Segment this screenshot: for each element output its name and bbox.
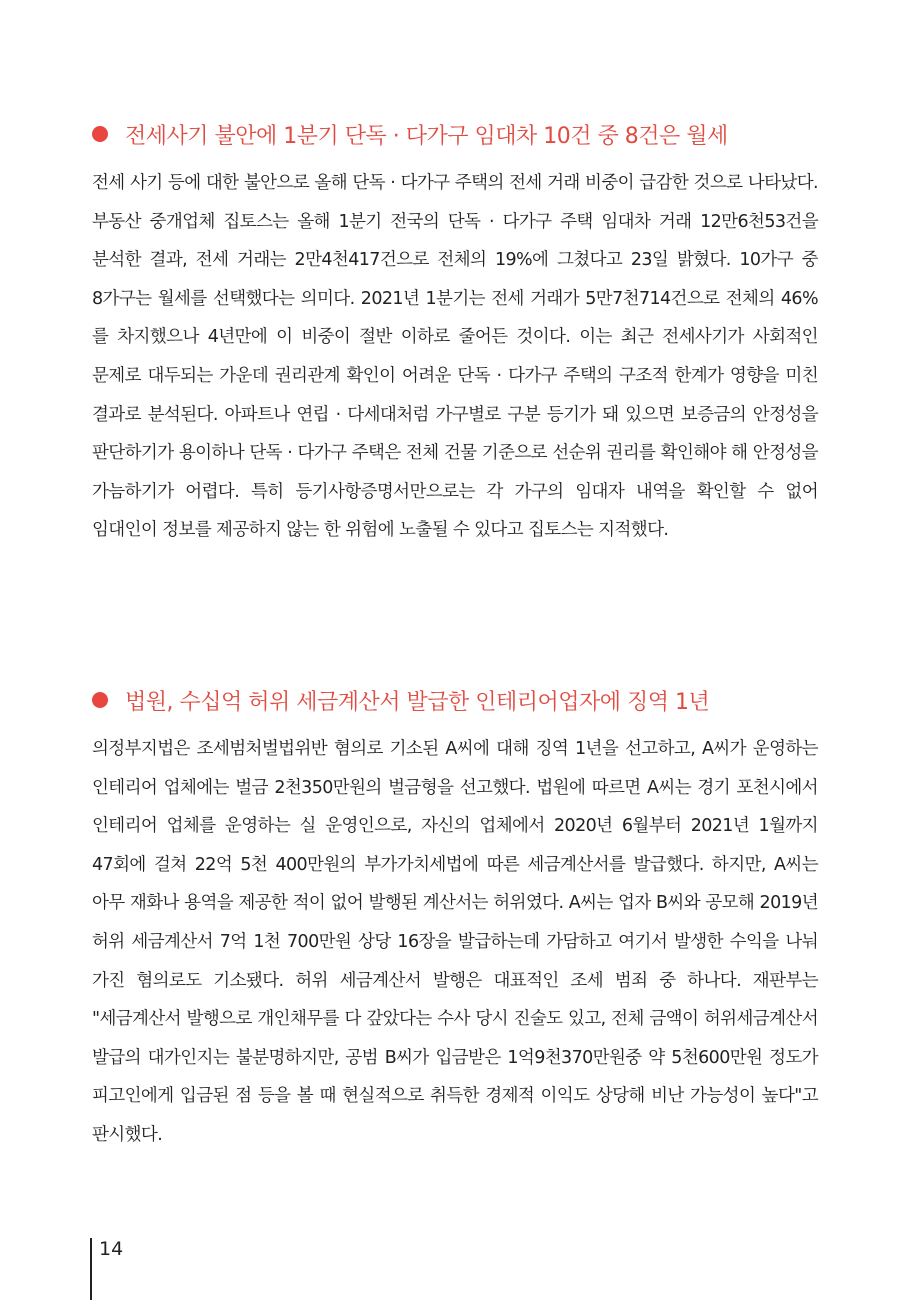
- news-section-2: [92, 680, 818, 1155]
- page-number-divider: [90, 1238, 92, 1300]
- page-number: 14: [99, 1238, 124, 1260]
- section-heading: [92, 680, 818, 720]
- section-body: 의정부지법은 조세범처벌법위반 혐의로 기소된 A씨에 대해 징역 1년을 선고하고, A씨가 운영하는 인테리어 업체에는 벌금 2천350만원의 벌금형을 선고했다. 법원에 따르면 A씨는 경기 포천시에서 인테리어 업체를 운영하는 실 운영인으로, 자신의 업체에서 2020년 6월부터 2021년 1월까지 47회에 걸쳐 22억 5천 400만원의 부가가치세법에 따른 세금계산서를 발급했다. 하지만, A씨는 아무 재화나 용역을 제공한 적이 없어 발행된 계산서는 허위였다. A씨는 업자 B씨와 공모해 2019년 허위 세금계산서 7억 1천 700만원 상당 16장을 발급하는데 가담하고 여기서 발생한 수익을 나눠 가진 혐의로도 기소됐다. 허위 세금계산서 발행은 대표적인 조세 범죄 중 하나다. 재판부는 "세금계산서 발행으로 개인채무를 다 갚았다는 수사 당시 진술도 있고, 전체 금액이 허위세금계산서 발급의 대가인지는 불분명하지만, 공범 B씨가 입금받은 1억9천370만원중 약 5천600만원 정도가 피고인에게 입금된 점 등을 볼 때 현실적으로 취득한 경제적 이익도 상당해 비난 가능성이 높다"고 판시했다.: [92, 739, 818, 1145]
- section-heading: [92, 114, 818, 154]
- bullet-icon: [92, 692, 108, 708]
- news-section-1: [92, 114, 818, 550]
- bullet-icon: [92, 126, 108, 142]
- section-title: 전세사기 불안에 1분기 단독 · 다가구 임대차 10건 중 8건은 월세: [125, 123, 728, 149]
- section-body: 전세 사기 등에 대한 불안으로 올해 단독 · 다가구 주택의 전세 거래 비중이 급감한 것으로 나타났다. 부동산 중개업체 집토스는 올해 1분기 전국의 단독 · 다가구 주택 임대차 거래 12만6천53건을 분석한 결과, 전세 거래는 2만4천417건으로 전체의 19%에 그쳤다고 23일 밝혔다. 10가구 중 8가구는 월세를 선택했다는 의미다. 2021년 1분기는 전세 거래가 5만7천714건으로 전체의 46%를 차지했으나 4년만에 이 비중이 절반 이하로 줄어든 것이다. 이는 최근 전세사기가 사회적인 문제로 대두되는 가운데 권리관계 확인이 어려운 단독 · 다가구 주택의 구조적 한계가 영향을 미친 결과로 분석된다. 아파트나 연립 · 다세대처럼 가구별로 구분 등기가 돼 있으면 보증금의 안정성을 판단하기가 용이하나 단독 · 다가구 주택은 전체 건물 기준으로 선순위 권리를 확인해야 해 안정성을 가늠하기가 어렵다. 특히 등기사항증명서만으로는 각 가구의 임대자 내역을 확인할 수 없어 임대인이 정보를 제공하지 않는 한 위험에 노출될 수 있다고 집토스는 지적했다.: [92, 173, 818, 541]
- section-title: 법원, 수십억 허위 세금계산서 발급한 인테리어업자에 징역 1년: [125, 689, 710, 715]
